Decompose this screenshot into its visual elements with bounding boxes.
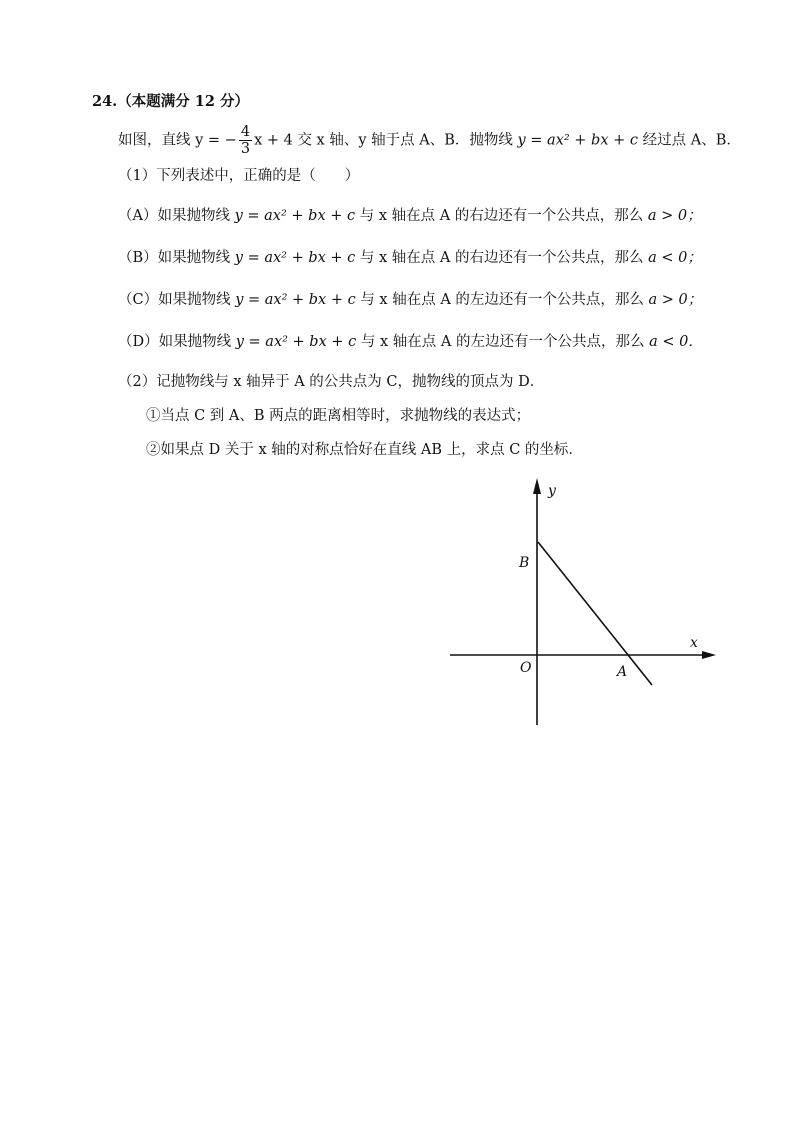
part1-prompt: （1）下列表述中，正确的是（ ） <box>118 168 360 184</box>
option-condition: a < 0． <box>649 334 703 350</box>
option-label: （C）如果抛物线 <box>118 292 236 308</box>
x-axis-arrow-icon <box>702 651 716 659</box>
fraction-numerator: 4 <box>240 124 251 140</box>
origin-label: O <box>520 660 532 676</box>
option-equation: y = ax² + bx + c <box>235 292 356 308</box>
option-condition: a < 0； <box>648 250 702 266</box>
problem-header: 24.（本题满分 12 分） <box>92 93 250 110</box>
option-text: 与 x 轴在点 A 的左边还有一个公共点，那么 <box>355 292 649 308</box>
line-ab <box>538 542 652 685</box>
intro-suffix: 经过点 A、B． <box>638 132 741 149</box>
y-axis-arrow-icon <box>533 478 541 494</box>
option-label: （B）如果抛物线 <box>118 250 235 266</box>
x-axis-label: x <box>690 635 698 651</box>
option-label: （D）如果抛物线 <box>118 334 236 350</box>
option-text: 与 x 轴在点 A 的右边还有一个公共点，那么 <box>355 250 649 266</box>
option-text: 与 x 轴在点 A 的右边还有一个公共点，那么 <box>355 208 648 224</box>
part2-sub2: ②如果点 D 关于 x 轴的对称点恰好在直线 AB 上，求点 C 的坐标． <box>146 442 583 458</box>
option-text: 与 x 轴在点 A 的左边还有一个公共点，那么 <box>356 334 650 350</box>
option-equation: y = ax² + bx + c <box>234 250 356 266</box>
option-condition: a > 0； <box>647 208 702 224</box>
parabola-equation: y = ax² + bx + c <box>517 132 638 149</box>
problem-intro <box>118 124 741 157</box>
option-equation: y = ax² + bx + c <box>235 334 357 350</box>
option-b <box>118 248 702 268</box>
coordinate-figure <box>440 470 730 740</box>
point-a-label: A <box>617 664 628 680</box>
slope-fraction <box>239 124 252 157</box>
option-condition: a > 0； <box>648 292 703 308</box>
option-c <box>118 290 702 310</box>
part2-sub1: ①当点 C 到 A、B 两点的距离相等时，求抛物线的表达式； <box>146 408 531 424</box>
intro-middle: x + 4 交 x 轴、y 轴于点 A、B．抛物线 <box>254 132 518 149</box>
option-label: （A）如果抛物线 <box>118 208 235 224</box>
part2-prompt: （2）记抛物线与 x 轴异于 A 的公共点为 C，抛物线的顶点为 D． <box>118 374 545 390</box>
intro-prefix: 如图，直线 y = − <box>118 132 237 149</box>
option-a <box>118 206 702 226</box>
option-d <box>118 332 703 352</box>
option-equation: y = ax² + bx + c <box>234 208 356 224</box>
fraction-denominator: 3 <box>240 141 251 157</box>
y-axis-label: y <box>548 483 556 499</box>
point-b-label: B <box>519 555 530 571</box>
